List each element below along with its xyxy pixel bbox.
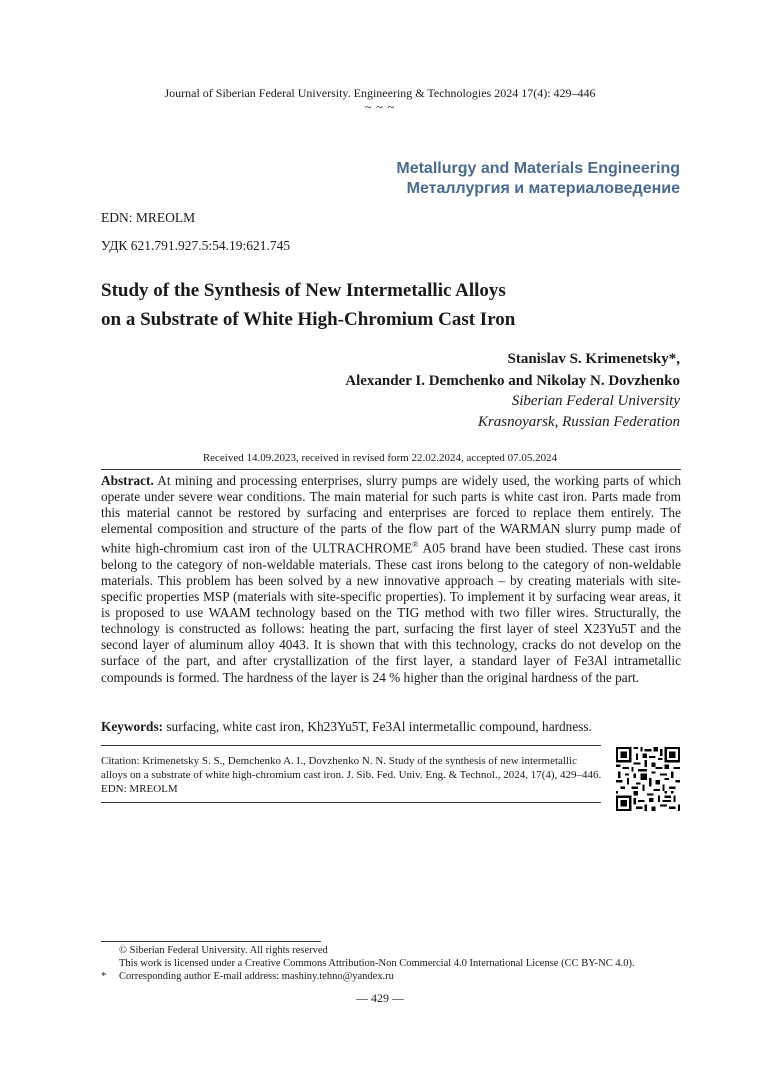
keywords-label: Keywords:: [101, 719, 164, 734]
citation-line1: Citation: Krimenetsky S. S., Demchenko A. I., Dovzhenko N. N. Study of the synthesis of new intermetallic: [101, 755, 577, 767]
article-title-line2: on a Substrate of White High-Chromium Cast Iron: [101, 309, 516, 330]
section-title-ru: Металлургия и материаловедение: [406, 180, 680, 197]
qr-code-icon[interactable]: [616, 747, 680, 811]
edn-code: EDN: MREOLM: [101, 210, 196, 225]
registered-mark: ®: [412, 540, 419, 550]
footnote-corresponding-text: Corresponding author E-mail address: mashiny.tehno@yandex.ru: [119, 971, 394, 982]
keywords: [101, 719, 681, 735]
affiliation-location: Krasnoyarsk, Russian Federation: [477, 414, 680, 430]
divider: [101, 469, 681, 470]
footnote-divider: [101, 941, 321, 942]
received-dates: Received 14.09.2023, received in revised form 22.02.2024, accepted 07.05.2024: [202, 452, 558, 464]
article-title-line1: Study of the Synthesis of New Intermetallic Alloys: [101, 280, 506, 301]
author-line-2: Alexander I. Demchenko and Nikolay N. Dovzhenko: [345, 373, 680, 389]
footnote-license: This work is licensed under a Creative Commons Attribution-Non Commercial 4.0 International License (CC BY-NC 4.0).: [119, 958, 635, 969]
abstract-label: Abstract.: [101, 473, 154, 488]
section-title-en: Metallurgy and Materials Engineering: [396, 160, 680, 177]
page-number: — 429 —: [356, 991, 404, 1005]
article-title: [101, 276, 661, 334]
footnote-asterisk: *: [101, 971, 107, 982]
abstract-text-1: At mining and processing enterprises, slurry pumps are widely used, the working parts of which operate under severe wear conditions. The main material for such parts is white cast iron. Parts made from this material cannot be restored by surfacing and enterprises are forced to replace them entirely. The elemental composition and structure of the parts of the flow part of the WARMAN slurry pump made of white high-chromium cast iron of the ULTRACHROME: [101, 473, 681, 556]
keywords-text: surfacing, white cast iron, Kh23Yu5T, Fe3Al intermetallic compound, hardness.: [163, 719, 592, 734]
citation-line2: alloys on a substrate of white high-chromium cast iron. J. Sib. Fed. Univ. Eng. & Technol., 2024, 17(4), 429–446.: [101, 769, 602, 781]
journal-header: Journal of Siberian Federal University. Engineering & Technologies 2024 17(4): 429–446: [164, 86, 596, 100]
divider: [101, 802, 601, 803]
abstract: [101, 473, 681, 686]
citation-line3: EDN: MREOLM: [101, 783, 178, 795]
udk-code: УДК 621.791.927.5:54.19:621.745: [101, 238, 291, 253]
abstract-text-2: A05 brand have been studied. These cast irons belong to the category of non-weldable materials. These cast irons belong to the category of non-weldable materials. This problem has been solved by a new innovative approach – by creating materials with site-specific properties MSP (materials with site-specific properties). To implement it by surfacing wear areas, it is proposed to use WAAM technology based on the TIG method with two filler wires. Structurally, the technology is constructed as follows: heating the part, surfacing the first layer of steel X23Yu5T and the second layer of aluminum alloy 4043. It is shown that with this technology, cracks do not develop on the surface of the part, and after crystallization of the first layer, a standard layer of Fe3Al intrametallic compounds is formed. The hardness of the layer is 24 % higher than the original hardness of the part.: [101, 540, 681, 685]
header-ornament: ~ ~ ~: [364, 100, 396, 114]
author-line-1: Stanislav S. Krimenetsky*,: [507, 351, 680, 367]
footnotes: [101, 944, 691, 983]
divider: [101, 745, 601, 746]
footnote-corresponding: [101, 970, 691, 983]
footnote-copyright: © Siberian Federal University. All rights reserved: [119, 945, 328, 956]
affiliation-university: Siberian Federal University: [511, 393, 680, 409]
citation: [101, 754, 611, 796]
